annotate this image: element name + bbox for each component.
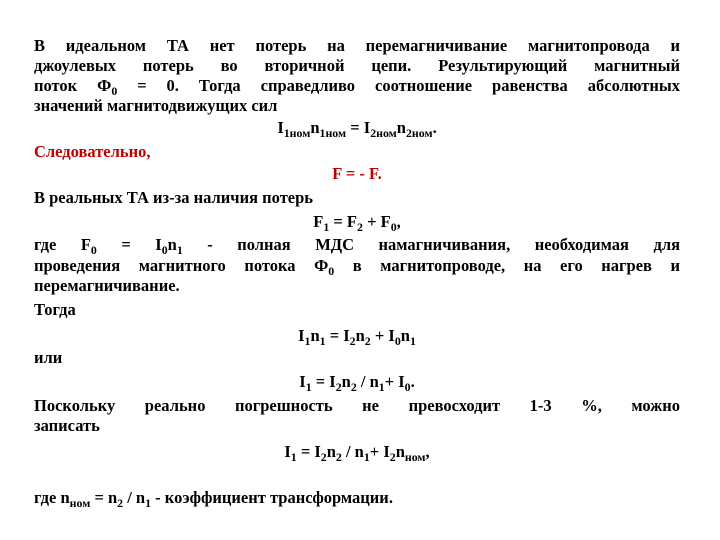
subscript: 1 <box>363 450 370 465</box>
text-segment: I <box>299 372 306 391</box>
subscript: 1 <box>323 220 330 235</box>
paragraph-3-line-2 <box>34 256 680 279</box>
text-segment: = I <box>96 235 162 254</box>
text-segment: = F <box>329 212 358 231</box>
subscript: 2ном <box>405 126 433 141</box>
subscript: 1 <box>378 380 385 395</box>
text-segment: n <box>400 326 410 345</box>
paragraph-1-line-1: В идеальном ТА нет потерь на перемагничивание магнитопровода и <box>34 36 680 55</box>
text-segment: / n <box>356 372 379 391</box>
subscript: 2 <box>117 496 124 511</box>
paragraph-3-line-3: перемагничивание. <box>34 276 180 295</box>
text-segment: = I <box>296 442 321 461</box>
text-segment: - коэффициент трансформации. <box>151 488 393 507</box>
text-segment: поток Ф <box>34 76 112 95</box>
subscript: 1 <box>290 450 297 465</box>
sledovatelno-label: Следовательно, <box>34 142 151 161</box>
text-segment: / n <box>123 488 146 507</box>
text-segment: n <box>395 442 405 461</box>
text-segment: n <box>310 326 320 345</box>
text-segment: проведения магнитного потока Ф <box>34 256 329 275</box>
ili-label: или <box>34 348 63 367</box>
text-segment: = I <box>311 372 336 391</box>
subscript: 2 <box>389 450 396 465</box>
subscript: 2 <box>335 450 342 465</box>
text-segment: n <box>167 235 177 254</box>
text-segment: = I <box>325 326 350 345</box>
subscript: 1ном <box>319 126 347 141</box>
text-segment: n <box>310 118 320 137</box>
text-segment: + I <box>369 442 390 461</box>
text-segment: - полная МДС намагничивания, необходимая для <box>182 235 681 254</box>
subscript: 0 <box>394 334 401 349</box>
subscript: 1ном <box>283 126 311 141</box>
subscript: 2 <box>320 450 327 465</box>
subscript: 2 <box>335 380 342 395</box>
subscript: 1 <box>176 243 183 258</box>
text-segment: где n <box>34 488 70 507</box>
subscript: 1 <box>145 496 152 511</box>
text-segment: = 0. Тогда справедливо соотношение равенства абсолютных <box>117 76 680 95</box>
text-segment: , <box>396 212 401 231</box>
text-segment: I <box>284 442 291 461</box>
text-segment: + I <box>370 326 395 345</box>
subscript: 1 <box>409 334 416 349</box>
paragraph-1-line-3 <box>34 76 680 99</box>
subscript: 2 <box>349 334 356 349</box>
togda-label: Тогда <box>34 300 76 319</box>
text-segment: n <box>396 118 406 137</box>
paragraph-2: В реальных ТА из-за наличия потерь <box>34 188 314 207</box>
text-segment: F <box>313 212 324 231</box>
text-segment: + I <box>384 372 405 391</box>
paragraph-1-line-2: джоулевых потерь во вторичной цепи. Результирующий магнитный <box>34 56 680 75</box>
text-segment: . <box>432 118 437 137</box>
paragraph-4-line-2: записать <box>34 416 100 435</box>
subscript: 0 <box>404 380 411 395</box>
paragraph-3-line-1 <box>34 235 681 258</box>
paragraph-5 <box>34 488 393 511</box>
subscript: 0 <box>390 220 397 235</box>
equation-1 <box>34 118 680 141</box>
text-segment: где F <box>34 235 91 254</box>
subscript: 0 <box>90 243 97 258</box>
subscript: 2ном <box>370 126 397 141</box>
equation-2: F = - F. <box>332 164 382 183</box>
paragraph-4-line-1: Поскольку реально погрешность не превосходит 1-3 %, можно <box>34 396 680 415</box>
subscript: 0 <box>161 243 168 258</box>
subscript: 0 <box>328 264 335 279</box>
text-segment: I <box>277 118 284 137</box>
text-segment: , <box>425 442 430 461</box>
equation-6 <box>34 442 680 465</box>
subscript: 0 <box>111 84 118 99</box>
text-segment: / n <box>341 442 364 461</box>
equation-3 <box>34 212 680 235</box>
subscript: 1 <box>304 334 311 349</box>
equation-5 <box>34 372 680 395</box>
subscript: 1 <box>319 334 326 349</box>
text-segment: в магнитопроводе, на его нагрев и <box>334 256 680 275</box>
text-segment: + F <box>362 212 391 231</box>
paragraph-1-line-4: значений магнитодвижущих сил <box>34 96 278 115</box>
text-segment: . <box>410 372 415 391</box>
subscript: ном <box>404 450 426 465</box>
equation-4 <box>34 326 680 349</box>
subscript: 2 <box>350 380 357 395</box>
subscript: 2 <box>364 334 371 349</box>
text-segment: n <box>341 372 351 391</box>
subscript: 2 <box>357 220 363 235</box>
text-segment: I <box>298 326 305 345</box>
text-segment: = I <box>346 118 371 137</box>
text-segment: n <box>355 326 365 345</box>
text-segment: = n <box>90 488 118 507</box>
subscript: ном <box>69 496 91 511</box>
text-segment: n <box>326 442 336 461</box>
subscript: 1 <box>305 380 312 395</box>
